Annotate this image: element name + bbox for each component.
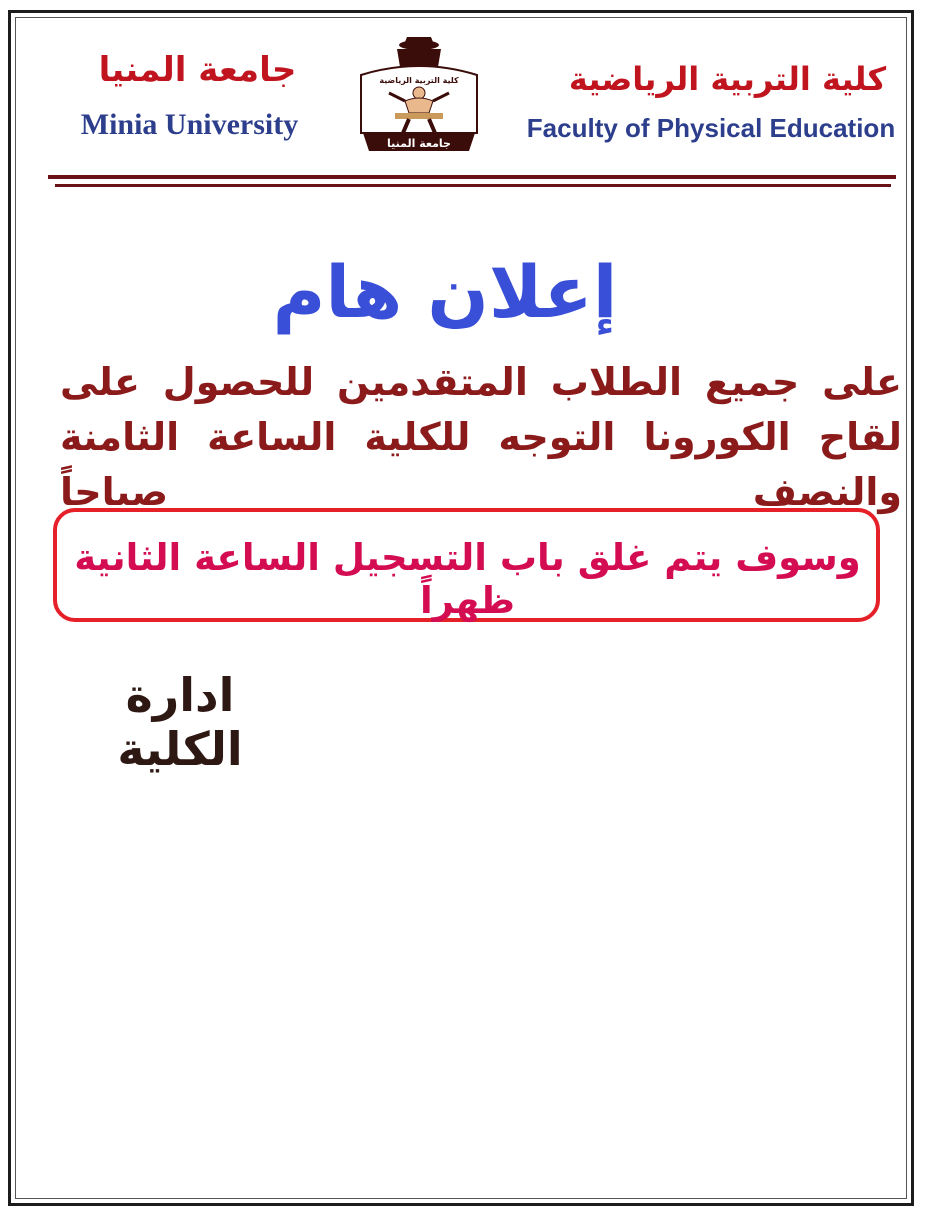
header-divider-top	[48, 175, 896, 179]
logo-bottom-text: جامعة المنيا	[387, 137, 451, 150]
header-divider-bottom	[55, 184, 891, 187]
faculty-name-english: Faculty of Physical Education	[526, 113, 896, 143]
announcement-body: على جميع الطلاب المتقدمين للحصول على لقاح الكورونا التوجه للكلية الساعة الثامنة والنصف صباحاً	[60, 360, 902, 514]
university-name-english: Minia University	[80, 108, 299, 141]
announcement-title: إعلان هام	[272, 250, 618, 334]
notice-text: وسوف يتم غلق باب التسجيل الساعة الثانية ظهراً	[74, 536, 861, 622]
faculty-name-arabic: كلية التربية الرياضية	[568, 60, 887, 98]
university-name-arabic: جامعة المنيا	[98, 50, 297, 90]
faculty-logo	[355, 35, 483, 153]
signature: ادارة الكلية	[117, 668, 243, 776]
logo-top-text: كلية التربية الرياضية	[379, 76, 459, 85]
